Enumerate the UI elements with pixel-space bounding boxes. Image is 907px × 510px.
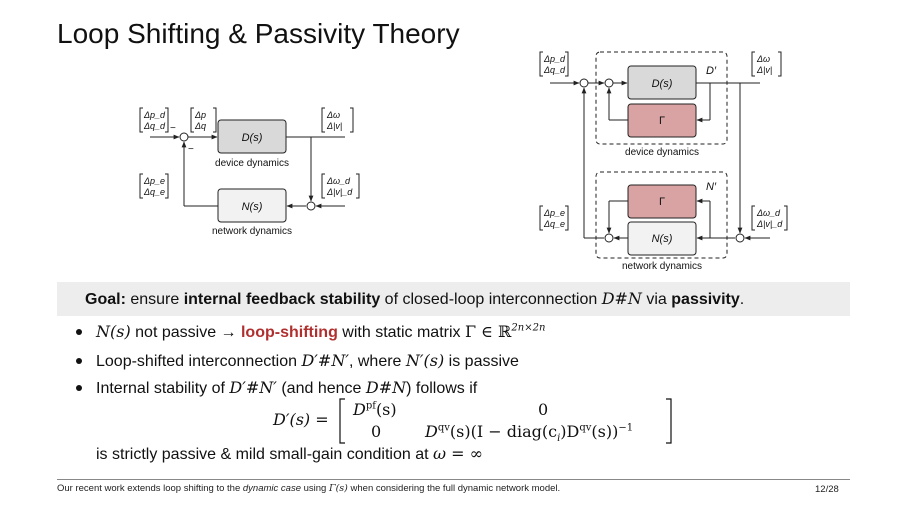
bullet-dot [76,358,82,364]
bullet-continuation: is strictly passive & mild small-gain condition at ω = ∞ [96,444,483,463]
goal-text-1: ensure [125,291,184,308]
right-inner-sum-bottom [605,234,613,242]
svg-text:Δ|v|_d: Δ|v|_d [327,187,353,197]
svg-text:Δq_d: Δq_d [544,65,566,75]
svg-text:Δω: Δω [327,110,341,120]
svg-text:Δω_d: Δω_d [327,176,351,186]
right-vec-pe [540,206,568,230]
goal-text-2: of closed-loop interconnection [380,291,602,308]
svg-text:Δp_d: Δp_d [544,54,566,64]
bullet-dot [76,385,82,391]
goal-text-4: . [739,291,745,308]
right-caption-network: network dynamics [621,261,703,272]
svg-text:Δω_d: Δω_d [757,208,781,218]
left-minus-bottom: − [188,144,194,155]
goal-math-1: D#N [601,289,642,308]
right-vec-pd [540,52,568,76]
footer-note: Our recent work extends loop shifting to the dynamic case using Γ(s) when considering the full dynamic network model. [57,483,561,494]
right-inner-sum-top [605,79,613,87]
goal-text-3: via [641,291,672,308]
matrix-m22: $D^{qv}(s)(I$ − $diag(c_i)D^{qv}(s))^{-1}$ [425,422,634,445]
right-gamma-top-label: Γ [658,115,666,127]
bullet-dot [76,329,82,335]
svg-text:Δp: Δp [195,110,207,120]
goal-bold-2: passivity [671,291,740,308]
right-label-Dprime: D′ [706,65,717,77]
right-block-N-label: N(s) [651,233,673,245]
left-vec-w [322,108,353,132]
left-caption-device: device dynamics [215,158,289,169]
svg-text:Δ|v|: Δ|v| [327,121,343,131]
svg-text:Δq_e: Δq_e [544,219,566,229]
left-sum-junction [180,133,188,141]
left-caption-network: network dynamics [211,226,293,237]
goal-bold-1: internal feedback stability [183,291,381,308]
left-minus-top: − [170,123,176,134]
svg-text:Δq_e: Δq_e [144,187,166,197]
matrix-m11: $D^{pf}(s)$ [353,400,397,419]
page-number: 12/28 [815,484,839,495]
svg-text:Δq: Δq [195,121,207,131]
left-block-N-label: N(s) [241,201,263,213]
svg-text:Δp_e: Δp_e [144,176,166,186]
right-label-Nprime: N′ [706,181,717,193]
right-vec-wd [752,206,787,230]
matrix-m12: 0 [538,400,549,419]
left-vec-pe [140,174,168,198]
right-vec-w [752,52,781,76]
right-outer-sum [580,79,588,87]
svg-text:Δ|v|_d: Δ|v|_d [757,219,783,229]
matrix-m21: 0 [371,422,382,441]
goal-prefix: Goal: [85,291,126,308]
svg-text:Δ|v|: Δ|v| [757,65,773,75]
svg-text:Δω: Δω [757,54,771,64]
slide-title: Loop Shifting & Passivity Theory [57,18,460,49]
right-block-D-label: D(s) [651,78,673,90]
right-caption-device: device dynamics [625,147,699,158]
left-vec-p [191,108,216,132]
goal-banner [57,282,850,316]
right-outer-output [736,234,744,242]
left-output-junction [307,202,315,210]
footer-divider [57,479,850,480]
left-block-D-label: D(s) [241,132,263,144]
equation-lhs: D′(s) = [273,410,329,429]
right-gamma-bottom-label: Γ [658,196,666,208]
svg-text:Δq_d: Δq_d [144,121,166,131]
left-vec-pd [140,108,168,132]
svg-text:Δp_e: Δp_e [544,208,566,218]
left-vec-wd [322,174,359,198]
svg-text:Δp_d: Δp_d [144,110,166,120]
